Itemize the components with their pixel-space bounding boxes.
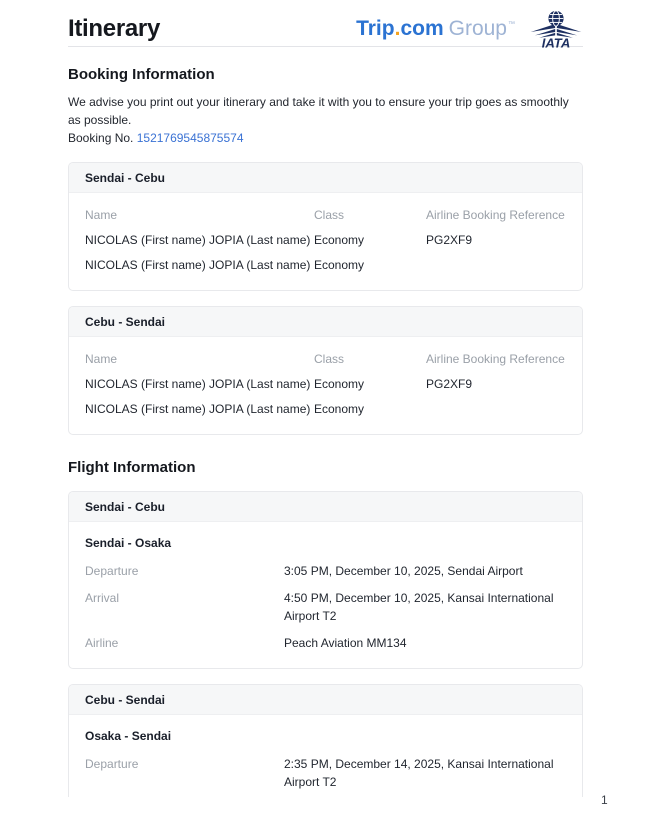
passenger-name: NICOLAS (First name) JOPIA (Last name) — [85, 233, 311, 247]
field-label: Airline — [85, 636, 119, 650]
segment-title: Sendai - Osaka — [85, 536, 172, 550]
passenger-name: NICOLAS (First name) JOPIA (Last name) — [85, 377, 311, 391]
passenger-name: NICOLAS (First name) JOPIA (Last name) — [85, 402, 311, 416]
passenger-name: NICOLAS (First name) JOPIA (Last name) — [85, 258, 311, 272]
route-header: Cebu - Sendai — [69, 685, 582, 715]
arrival-value: 4:50 PM, December 10, 2025, Kansai International Airport T2 — [284, 591, 554, 623]
document-header — [68, 0, 583, 49]
page-content — [68, 0, 583, 797]
airline-value: Peach Aviation MM134 — [284, 636, 407, 650]
table-header-row — [85, 347, 566, 372]
column-header-class: Class — [314, 208, 345, 222]
page-title: Itinerary — [68, 15, 161, 42]
table-row — [85, 372, 566, 397]
booking-reference: PG2XF9 — [426, 377, 473, 391]
cabin-class: Economy — [314, 377, 365, 391]
logo-dot: . — [394, 17, 401, 40]
table-row — [85, 228, 566, 253]
booking-information-heading: Booking Information — [68, 66, 215, 83]
table-header-row — [85, 203, 566, 228]
passenger-table — [69, 337, 582, 434]
arrival-row — [85, 584, 566, 629]
logo-trademark: ™ — [508, 21, 515, 28]
departure-value: 2:35 PM, December 14, 2025, Kansai International Airport T2 — [284, 757, 554, 789]
page-number: 1 — [601, 793, 608, 807]
departure-row — [85, 750, 566, 795]
logo-trip-text: Trip — [356, 17, 395, 40]
cabin-class: Economy — [314, 233, 365, 247]
flight-card-cebu-sendai — [68, 684, 583, 797]
passenger-table — [69, 193, 582, 290]
logo-com-text: com — [400, 17, 444, 40]
field-label: Departure — [85, 564, 139, 578]
svg-text:IATA: IATA — [541, 35, 571, 49]
column-header-reference: Airline Booking Reference — [426, 352, 565, 366]
column-header-reference: Airline Booking Reference — [426, 208, 565, 222]
route-header: Cebu - Sendai — [69, 307, 582, 337]
iata-logo-icon — [529, 9, 583, 49]
table-row — [85, 397, 566, 422]
cabin-class: Economy — [314, 258, 365, 272]
booking-reference: PG2XF9 — [426, 233, 473, 247]
booking-number-label: Booking No. — [68, 131, 137, 145]
field-label: Arrival — [85, 591, 120, 605]
field-label: Departure — [85, 757, 139, 771]
column-header-class: Class — [314, 352, 345, 366]
airline-row — [85, 629, 566, 656]
flight-information-heading: Flight Information — [68, 459, 196, 476]
departure-row — [85, 557, 566, 584]
table-row — [85, 253, 566, 278]
booking-number-line — [68, 129, 583, 147]
flight-card-sendai-cebu — [68, 491, 583, 669]
header-logos — [356, 9, 583, 49]
flight-segment — [69, 522, 582, 668]
segment-title: Osaka - Sendai — [85, 729, 172, 743]
route-header: Sendai - Cebu — [69, 163, 582, 193]
booking-card-cebu-sendai — [68, 306, 583, 435]
column-header-name: Name — [85, 208, 118, 222]
column-header-name: Name — [85, 352, 118, 366]
route-header: Sendai - Cebu — [69, 492, 582, 522]
logo-group-text: Group — [448, 17, 507, 40]
cabin-class: Economy — [314, 402, 365, 416]
departure-value: 3:05 PM, December 10, 2025, Sendai Airport — [284, 564, 523, 578]
booking-card-sendai-cebu — [68, 162, 583, 291]
booking-number-link[interactable]: 1521769545875574 — [136, 131, 244, 145]
tripcom-group-logo — [356, 17, 515, 41]
flight-segment — [69, 715, 582, 797]
print-advice-text: We advise you print out your itinerary and take it with you to ensure your trip goes as smoothly as possible. — [68, 95, 569, 127]
